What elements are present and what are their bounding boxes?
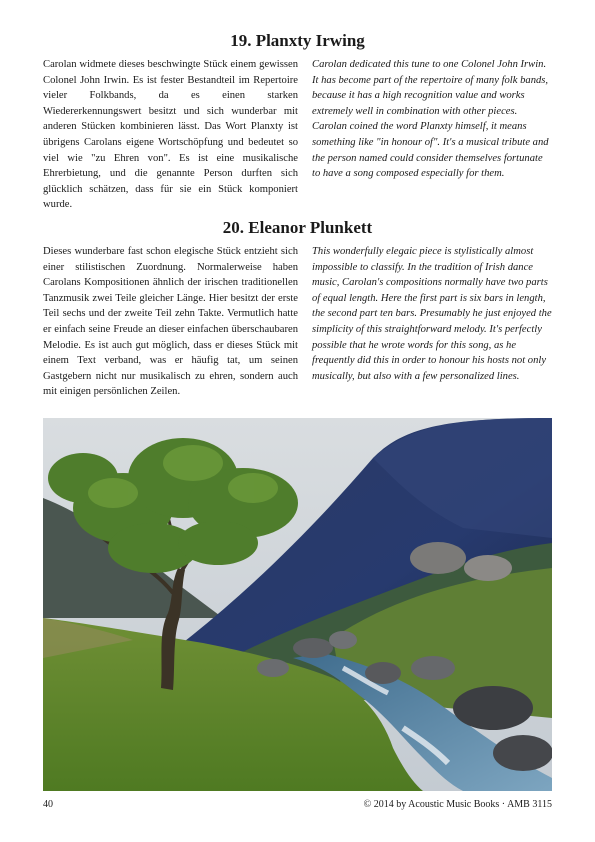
section-19-german-text: Carolan widmete dieses beschwingte Stück einem gewissen Colonel John Irwin. Es ist fester Bestandteil im Repertoire vieler Folkbands, da es einen starken Wiedererkennungswert besitzt und sich wunderbar mit anderen Stücken kombinieren lässt. Das Wort Planxty ist übrigens Carolans eigene Wortschöpfung und bedeutet so viel wie "zu Ehren von". Es ist eine musikalische Ehrerbietung, und die genannte Person durften sich glücklich schätzen, dass für sie ein Stück komponiert wurde. bbox=[43, 59, 298, 211]
copyright-notice: © 2014 by Acoustic Music Books · AMB 3115 bbox=[363, 799, 552, 810]
section-20-german-text: Dieses wunderbare fast schon elegische Stück entzieht sich einer stilistischen Zuordnung. Normalerweise haben Carolans Kompositionen ähnlich der irischen traditionellen Tanzmusik zwei Teile gleicher Länge. Hier besitzt der erste Teil sechs und der zweite Teil zehn Takte. Vermutlich hatte er einfach seine Freude an dieser einfachen überschaubaren Melodie. Es ist auch gut möglich, dass er dieses Stück mit einem Text verband, was er häufig tat, um seinen Gastgebern nicht nur musikalisch zu ehren, sondern auch mit einigen persönlichen Zeilen. bbox=[43, 246, 298, 398]
section-19-english-text: Carolan dedicated this tune to one Colonel John Irwin. It has become part of the repertoire of many folk bands, because it has a high recognition value and works extremely well in combination with other pieces. Carolan coined the word Planxty himself, it means something like "in honour of". It's a musical tribute and the person named could consider themselves fortunate to have a song composed especially for them. bbox=[312, 59, 549, 180]
page-number: 40 bbox=[43, 799, 53, 810]
section-20-title: 20. Eleanor Plunkett bbox=[222, 218, 373, 237]
section-20-english-text: This wonderfully elegaic piece is stylistically almost impossible to classify. In the tradition of Irish dance music, Carolan's compositions normally have two parts of equal length. Here the first part is six bars in length, the second part ten bars. Presumably he just enjoyed the simplicity of this straightforward melody. It's perfectly possible that he wrote words for this song, as he frequently did this in order to honour his hosts not only musically, but also with a few personalized lines. bbox=[312, 246, 552, 382]
section-19-title: 19. Planxty Irwing bbox=[230, 31, 365, 50]
landscape-photo bbox=[43, 418, 552, 791]
